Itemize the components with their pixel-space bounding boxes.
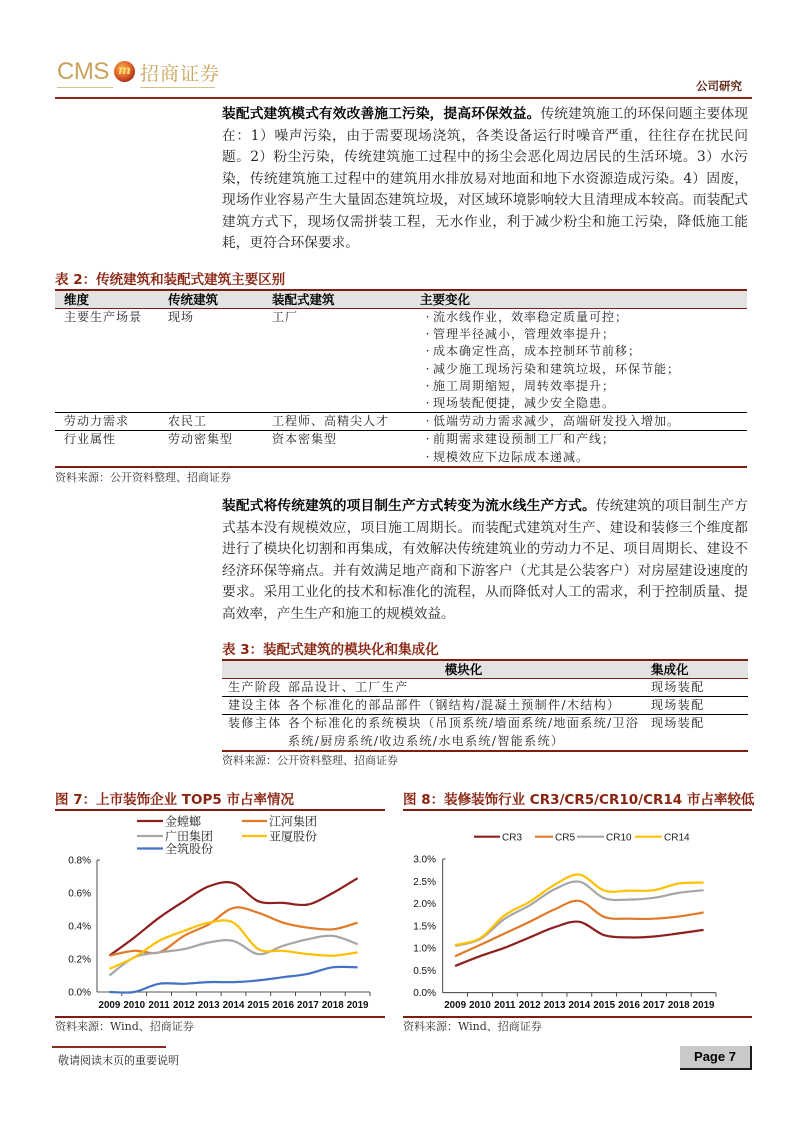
figure-source-note: 资料来源：Wind、招商证券	[55, 1020, 194, 1033]
x-tick-label: 2013	[543, 1000, 566, 1011]
x-tick-label: 2011	[494, 1000, 516, 1011]
cell-changes	[411, 413, 747, 430]
cell-stage: 建设主体	[228, 698, 282, 713]
cell-stage: 生产阶段	[228, 680, 282, 694]
bullet-text: 施工周期缩短，周转效率提升；	[433, 378, 616, 393]
x-tick-label: 2017	[297, 1000, 319, 1011]
cell-changes	[411, 309, 747, 412]
table-title: 表 2：传统建筑和装配式建筑主要区别	[55, 272, 286, 288]
cell-dimension: 行业属性	[64, 432, 117, 447]
logo-underline	[57, 87, 113, 88]
x-tick-label: 2009	[444, 1000, 467, 1011]
column-header: 装配式建筑	[272, 292, 335, 307]
paragraph-environmental	[222, 104, 748, 255]
bullet-text: 现场装配便捷，减少安全隐患。	[433, 396, 616, 411]
bullet-text: 规模效应下边际成本递减。	[433, 449, 590, 464]
bullet-item	[420, 395, 747, 412]
y-tick-label: 1.5%	[413, 921, 436, 933]
x-tick-label: 2016	[618, 1000, 640, 1011]
figure-divider	[55, 1016, 385, 1018]
bullet-icon: ·	[425, 344, 431, 359]
bullet-icon: ·	[425, 327, 431, 342]
column-header	[222, 661, 282, 678]
logo-underline	[140, 87, 215, 88]
cell-integrated: 现场装配	[651, 680, 705, 694]
x-tick-label: 2019	[692, 1000, 715, 1011]
cell-dimension: 主要生产场景	[64, 310, 143, 324]
bullet-item	[420, 326, 747, 343]
cell-modular: 部品设计、工厂生产	[288, 680, 409, 694]
paragraph-body: 传统建筑施工的环保问题主要体现在：1）噪声污染，由于需要现场浇筑，各类设备运行时噪音严重，往往存在扰民问题。2）粉尘污染，传统建筑施工过程中的扬尘会恶化周边居民的生活环境。3）水污染，传统建筑施工过程中的建筑用水排放易对地面和地下水资源造成污染。4）固废，现场作业容易产生大量固态建筑垃圾，对区域环境影响较大且清理成本较高。而装配式建筑方式下，现场仅需拼装工程，无水作业，利于减少粉尘和施工污染，降低施工能耗，更符合环保要求。	[222, 106, 748, 251]
legend-label: 广田集团	[165, 829, 214, 844]
footer-disclaimer: 敬请阅读末页的重要说明	[58, 1054, 179, 1067]
column-header: 集成化	[651, 662, 689, 677]
cell-modular: 各个标准化的系统模块（吊顶系统/墙面系统/地面系统/卫浴系统/厨房系统/收边系统/水电系统/智能系统）	[288, 716, 640, 748]
bullet-text: 成本确定性高，成本控制环节前移；	[433, 344, 642, 359]
bullet-text: 减少施工现场污染和建筑垃圾，环保节能；	[433, 361, 681, 376]
bullet-icon: ·	[425, 361, 431, 376]
table-modular-integration	[222, 642, 748, 768]
cell-prefab: 资本密集型	[272, 432, 338, 447]
logo-emblem-icon	[114, 61, 135, 82]
column-header: 传统建筑	[168, 292, 219, 307]
x-tick-label: 2012	[518, 1000, 541, 1011]
table-traditional-vs-prefab	[55, 272, 747, 485]
page-number-badge: Page 7	[680, 1046, 752, 1070]
bullet-icon: ·	[425, 310, 431, 324]
bullet-item	[420, 431, 747, 448]
cell-stage: 装修主体	[228, 716, 282, 731]
y-tick-label: 0.6%	[68, 888, 91, 900]
x-tick-label: 2014	[568, 1000, 591, 1011]
cell-prefab: 工厂	[272, 310, 299, 324]
cell-modular: 各个标准化的部品部件（钢结构/混凝土预制件/木结构）	[288, 698, 621, 713]
legend-label: CR14	[664, 832, 690, 844]
y-tick-label: 3.0%	[413, 854, 436, 866]
y-tick-label: 0.2%	[68, 954, 91, 966]
table-row	[55, 413, 747, 431]
table-row	[55, 309, 747, 413]
y-tick-label: 0.8%	[68, 855, 91, 867]
x-tick-label: 2015	[593, 1000, 616, 1011]
y-tick-label: 2.0%	[413, 899, 436, 911]
figure-divider	[55, 809, 385, 811]
x-tick-label: 2017	[642, 1000, 665, 1011]
bullet-icon: ·	[425, 414, 431, 429]
paragraph-body: 传统建筑的项目制生产方式基本没有规模效应，项目施工周期长。而装配式建筑对生产、建设和装修三个维度都进行了模块化切割和再集成，有效解决传统建筑业的劳动力不足、项目周期长、建设不经济环保等痛点。并有效满足地产商和下游客户（尤其是公装客户）对房屋建设速度的要求。采用工业化的技术和标准化的流程，从而降低对人工的需求，利于控制质量、提高效率，产生生产和施工的规模效益。	[222, 498, 748, 622]
paragraph-lead: 装配式将传统建筑的项目制生产方式转变为流水线生产方式。	[222, 498, 596, 514]
table-row	[222, 697, 748, 715]
cell-integrated: 现场装配	[651, 698, 705, 713]
cell-traditional: 农民工	[168, 414, 208, 429]
table-title: 表 3：装配式建筑的模块化和集成化	[222, 642, 439, 658]
y-tick-label: 0.5%	[413, 965, 436, 977]
x-tick-label: 2014	[222, 1000, 245, 1011]
legend-label: 亚厦股份	[269, 829, 318, 844]
paragraph-production-mode	[222, 496, 748, 625]
footer-divider	[52, 1046, 166, 1048]
logo-emblem-glyph: m	[118, 63, 131, 77]
bullet-icon: ·	[425, 396, 431, 411]
x-tick-label: 2019	[346, 1000, 369, 1011]
table-source-note: 资料来源：公开资料整理、招商证券	[222, 753, 398, 767]
bullet-text: 低端劳动力需求减少，高端研发投入增加。	[433, 414, 681, 429]
column-header: 模块化	[444, 662, 483, 677]
y-tick-label: 2.5%	[413, 876, 436, 888]
y-tick-label: 0.4%	[68, 921, 91, 933]
column-header: 维度	[64, 292, 90, 307]
column-header: 主要变化	[420, 292, 471, 307]
table-row	[222, 715, 748, 751]
y-tick-label: 0.0%	[68, 987, 91, 999]
x-tick-label: 2010	[123, 1000, 146, 1011]
legend-label: CR10	[606, 832, 632, 844]
figure-source-note: 资料来源：Wind、招商证券	[403, 1020, 542, 1033]
x-tick-label: 2016	[272, 1000, 295, 1011]
table-header-row	[55, 289, 747, 309]
chart-top5-market-share	[55, 812, 385, 1016]
logo-cms-text: CMS	[57, 58, 109, 85]
series-line	[109, 967, 357, 993]
cell-traditional: 劳动密集型	[168, 432, 234, 447]
bullet-item	[420, 449, 747, 466]
x-tick-label: 2018	[321, 1000, 344, 1011]
bullet-icon: ·	[425, 378, 431, 393]
series-line	[109, 878, 357, 956]
table-header-row	[222, 659, 748, 679]
bullet-item	[420, 413, 747, 430]
header-divider	[55, 97, 752, 99]
bullet-text: 流水线作业，效率稳定质量可控；	[433, 310, 629, 324]
bullet-icon: ·	[425, 432, 431, 447]
bullet-text: 前期需求建设预制工厂和产线；	[433, 432, 616, 447]
table-row	[55, 431, 747, 467]
cell-traditional: 现场	[168, 310, 195, 324]
cell-dimension: 劳动力需求	[64, 414, 130, 429]
table-row	[222, 679, 748, 697]
x-tick-label: 2011	[148, 1000, 170, 1011]
x-tick-label: 2013	[197, 1000, 220, 1011]
y-tick-label: 0.0%	[413, 988, 436, 1000]
figure-divider	[403, 1016, 752, 1018]
legend-label: 金螳螂	[165, 814, 202, 829]
chart-concentration-ratio	[403, 812, 752, 1016]
legend-label: 江河集团	[269, 814, 318, 829]
x-tick-label: 2018	[667, 1000, 690, 1011]
bullet-item	[420, 361, 747, 378]
logo-cn-text: 招商证券	[140, 63, 221, 85]
bullet-item	[420, 309, 747, 326]
bullet-item	[420, 343, 747, 360]
cell-integrated: 现场装配	[651, 716, 705, 731]
bullet-icon: ·	[425, 449, 431, 464]
report-section-label: 公司研究	[696, 79, 742, 93]
legend-label: CR5	[555, 832, 576, 844]
paragraph-lead: 装配式建筑模式有效改善施工污染，提高环保效益。	[222, 106, 541, 122]
x-tick-label: 2012	[172, 1000, 195, 1011]
figure-8-title: 图 8：装修装饰行业 CR3/CR5/CR10/CR14 市占率较低	[403, 792, 755, 808]
figure-divider	[403, 809, 752, 811]
y-tick-label: 1.0%	[413, 943, 436, 955]
figure-7-title: 图 7：上市装饰企业 TOP5 市占率情况	[55, 792, 294, 808]
x-tick-label: 2015	[247, 1000, 270, 1011]
bullet-text: 管理半径减小，管理效率提升；	[433, 327, 616, 342]
cell-changes	[411, 431, 747, 465]
legend-label: 全筑股份	[165, 842, 214, 857]
x-tick-label: 2009	[98, 1000, 121, 1011]
table-source-note: 资料来源：公开资料整理、招商证券	[55, 470, 231, 484]
x-tick-label: 2010	[469, 1000, 491, 1011]
legend-label: CR3	[502, 832, 523, 844]
bullet-item	[420, 378, 747, 395]
cell-prefab: 工程师、高精尖人才	[272, 414, 390, 429]
